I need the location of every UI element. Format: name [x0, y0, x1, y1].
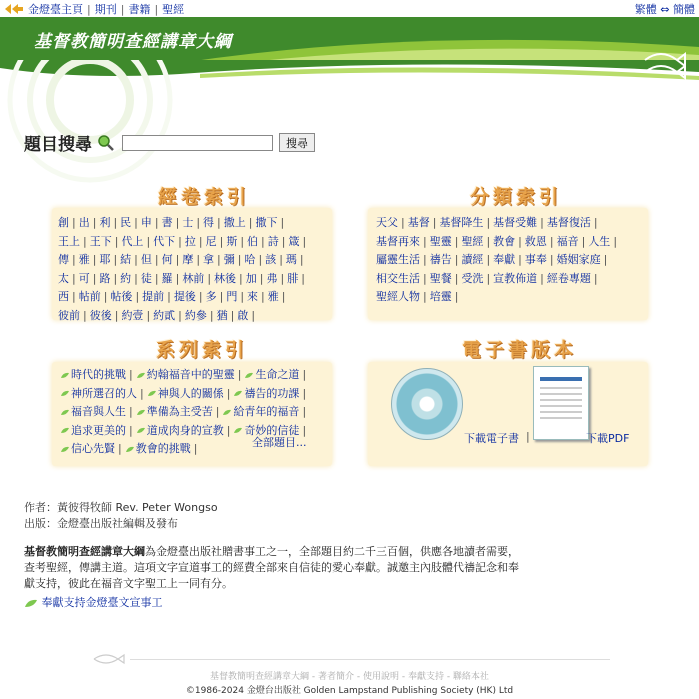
series-row: 時代的挑戰 | 約翰福音中的聖靈 | 生命之道 | [60, 366, 309, 385]
footer-divider [130, 659, 610, 660]
page-title: 基督教簡明查經講章大綱 [34, 32, 232, 52]
series-link[interactable]: 神所選召的人 [71, 386, 137, 400]
book-link[interactable]: 腓 [287, 271, 299, 285]
book-link[interactable]: 得 [203, 216, 215, 229]
leaf-icon [147, 390, 157, 397]
support-row [24, 594, 163, 610]
book-link[interactable]: 斯 [226, 234, 238, 248]
series-link[interactable]: 生命之道 [255, 368, 300, 381]
category-row: 天父 | 基督 | 基督降生 | 基督受難 | 基督復活 | [376, 216, 598, 229]
book-link[interactable]: 王下 [89, 234, 112, 248]
leaf-icon [60, 390, 70, 397]
book-link[interactable]: 約參 [184, 308, 207, 322]
book-link[interactable]: 撒上 [223, 216, 246, 229]
book-link[interactable]: 哈 [244, 253, 256, 266]
series-row: 追求更美的 | 道成肉身的宣教 | 奇妙的信徒 | [60, 422, 309, 441]
footer-fish-icon [92, 652, 132, 666]
book-link[interactable]: 拉 [184, 234, 196, 248]
lamp-logo-icon [4, 3, 24, 15]
series-link[interactable]: 禱告的功課 [244, 386, 300, 400]
book-link[interactable]: 創 [58, 216, 69, 229]
book-link[interactable]: 書 [161, 216, 173, 229]
book-link[interactable]: 太 [58, 271, 69, 285]
series-link[interactable]: 準備為主受苦 [146, 405, 213, 418]
book-link[interactable]: 但 [140, 253, 152, 266]
book-link[interactable]: 雅 [267, 290, 279, 303]
category-row: 聖經人物 | 培靈 | [376, 290, 459, 303]
book-link[interactable]: 詩 [267, 234, 279, 248]
category-link[interactable]: 基督復活 [546, 216, 591, 229]
book-link[interactable]: 王上 [58, 234, 80, 248]
category-link[interactable]: 奉獻 [493, 253, 516, 266]
book-row: 創 | 出 | 利 | 民 | 申 | 書 | 士 | 得 | 撒上 | 撒下 | [58, 216, 285, 229]
book-link[interactable]: 林後 [214, 271, 237, 285]
book-link[interactable]: 撒下 [255, 216, 278, 229]
traditional-chinese-link[interactable]: 繁體 [634, 3, 657, 16]
series-link[interactable]: 神與人的關係 [157, 386, 224, 400]
category-link[interactable]: 培靈 [429, 290, 452, 303]
search-bar [24, 130, 315, 155]
publisher-line: 出版：金燈臺出版社編輯及發布 [24, 517, 178, 530]
book-link[interactable]: 雅 [78, 253, 90, 266]
leaf-icon [244, 372, 254, 379]
books-links [58, 214, 309, 325]
book-link[interactable]: 門 [226, 290, 238, 303]
book-link[interactable]: 林前 [182, 271, 205, 285]
leaf-icon [60, 409, 70, 416]
book-row: 彼前 | 彼後 | 約壹 | 約貳 | 約參 | 猶 | 啟 | [58, 308, 256, 322]
book-link[interactable]: 弗 [266, 271, 278, 285]
book-link[interactable]: 彼後 [89, 308, 112, 322]
book-link[interactable]: 耶 [99, 253, 111, 266]
book-link[interactable]: 尼 [205, 234, 217, 248]
book-link[interactable]: 提後 [173, 290, 196, 303]
category-link[interactable]: 救恩 [524, 234, 547, 248]
category-link[interactable]: 聖餐 [429, 271, 452, 285]
category-row: 基督再來 | 聖靈 | 聖經 | 教會 | 救恩 | 福音 | 人生 | [376, 234, 618, 248]
book-link[interactable]: 猶 [216, 308, 228, 322]
ebook-heading: 電子書版本 [462, 339, 578, 361]
nav-books-link[interactable]: 書籍 [128, 3, 151, 16]
book-link[interactable]: 徒 [140, 271, 152, 285]
series-link[interactable]: 時代的挑戰 [71, 368, 126, 381]
book-link[interactable]: 瑪 [285, 253, 297, 266]
nav-home-link[interactable]: 金燈臺主頁 [28, 3, 83, 16]
leaf-icon [136, 409, 146, 416]
book-link[interactable]: 伯 [247, 234, 259, 248]
leaf-icon [222, 409, 232, 416]
book-link[interactable]: 利 [99, 216, 111, 229]
series-link[interactable]: 福音與人生 [71, 405, 126, 418]
book-link[interactable]: 西 [58, 290, 69, 303]
book-link[interactable]: 該 [265, 253, 277, 266]
category-link[interactable]: 相交生活 [376, 271, 420, 285]
book-link[interactable]: 民 [120, 216, 132, 229]
top-nav: 金燈臺主頁 | 期刊 | 書籍 | 聖經 繁體 ⇔ 簡體 [0, 0, 699, 17]
header-banner [0, 17, 699, 63]
book-row: 傳 | 雅 | 耶 | 結 | 但 | 何 | 摩 | 拿 | 彌 | 哈 | 該 | 瑪 | [58, 253, 304, 266]
book-row: 西 | 帖前 | 帖後 | 提前 | 提後 | 多 | 門 | 來 | 雅 | [58, 290, 286, 303]
series-link[interactable]: 教會的挑戰 [135, 442, 191, 455]
book-link[interactable]: 出 [78, 216, 90, 229]
book-row: 太 | 可 | 路 | 約 | 徒 | 羅 | 林前 | 林後 | 加 | 弗 | 腓 | [58, 271, 305, 285]
description-title: 基督教簡明查經講章大綱 [24, 545, 145, 558]
series-link[interactable]: 給青年的福音 [233, 405, 300, 418]
category-links [376, 214, 620, 307]
category-link[interactable]: 婚姻家庭 [556, 253, 601, 266]
book-link[interactable]: 啟 [237, 308, 249, 322]
category-link[interactable]: 基督 [407, 216, 430, 229]
category-link[interactable]: 經卷專題 [546, 271, 591, 285]
book-link[interactable]: 帖前 [78, 290, 101, 303]
series-row: 神所選召的人 | 神與人的關係 | 禱告的功課 | [60, 385, 309, 404]
pdf-cover-image[interactable] [533, 366, 589, 440]
book-row: 王上 | 王下 | 代上 | 代下 | 拉 | 尼 | 斯 | 伯 | 詩 | 箴 | [58, 234, 307, 248]
book-link[interactable]: 箴 [288, 234, 300, 248]
series-index-heading: 系列索引 [156, 339, 249, 361]
leaf-icon [233, 390, 243, 397]
category-link[interactable]: 事奉 [524, 253, 547, 266]
nav-bible-link[interactable]: 聖經 [162, 3, 185, 16]
book-link[interactable]: 羅 [161, 271, 173, 285]
series-link[interactable]: 道成肉身的宣教 [146, 423, 224, 437]
book-link[interactable]: 約壹 [121, 308, 144, 322]
search-label: 題目搜尋 [24, 135, 92, 155]
book-link[interactable]: 多 [205, 290, 217, 303]
leaf-icon [60, 427, 70, 434]
book-link[interactable]: 路 [99, 271, 111, 285]
category-link[interactable]: 教會 [493, 234, 516, 248]
book-link[interactable]: 代上 [121, 234, 144, 248]
description-text: 為金燈臺出版社贈書事工之一，全部題目約二千三百個，供應各地讀者需要，查考聖經，傳講主道。這項文字宣道事工的經費全部來自信徒的愛心奉獻。誠邀主內肢體代禱記念和奉獻支持，彼此在福音文字聖工上一同有分。 [24, 545, 519, 590]
download-ebook-link[interactable]: 下載電子書 [464, 432, 519, 445]
book-link[interactable]: 約貳 [153, 308, 176, 322]
books-index-heading: 經卷索引 [158, 186, 251, 208]
book-link[interactable]: 帖後 [110, 290, 133, 303]
category-link[interactable]: 受洗 [461, 271, 484, 285]
book-link[interactable]: 約 [120, 271, 132, 285]
category-link[interactable]: 聖經人物 [376, 290, 420, 303]
category-link[interactable]: 聖靈 [429, 234, 452, 248]
category-row: 相交生活 | 聖餐 | 受洗 | 宣教佈道 | 經卷專題 | [376, 271, 598, 285]
simplified-chinese-link[interactable]: 簡體 [673, 3, 695, 16]
all-topics-link[interactable]: 全部題目... [252, 436, 307, 449]
ichthys-fish-icon [641, 50, 691, 80]
book-link[interactable]: 結 [120, 253, 132, 266]
switch-arrow-icon: ⇔ [660, 3, 670, 16]
category-link[interactable]: 天父 [376, 216, 398, 229]
category-link[interactable]: 讀經 [461, 253, 484, 266]
book-link[interactable]: 來 [247, 290, 259, 303]
category-link[interactable]: 基督降生 [439, 216, 484, 229]
search-button[interactable]: 搜尋 [279, 133, 315, 152]
category-link[interactable]: 宣教佈道 [493, 271, 538, 285]
category-row: 屬靈生活 | 禱告 | 讀經 | 奉獻 | 事奉 | 婚姻家庭 | [376, 253, 608, 266]
series-link[interactable]: 約翰福音中的聖靈 [146, 368, 235, 381]
book-link[interactable]: 彼前 [58, 308, 80, 322]
book-link[interactable]: 代下 [153, 234, 176, 248]
book-link[interactable]: 可 [78, 271, 90, 285]
category-link[interactable]: 基督受難 [493, 216, 538, 229]
leaf-icon [60, 372, 70, 379]
magnifier-icon [96, 134, 116, 152]
description [24, 544, 524, 592]
category-link[interactable]: 人生 [588, 234, 611, 248]
series-link[interactable]: 信心先賢 [71, 442, 115, 455]
series-row: 福音與人生 | 準備為主受苦 | 給青年的福音 | [60, 403, 309, 422]
search-input[interactable] [122, 135, 273, 151]
leaf-icon [136, 427, 146, 434]
leaf-icon [136, 372, 146, 379]
leaf-icon [125, 446, 135, 453]
ebook-separator: | [526, 430, 530, 443]
author-info [24, 500, 218, 532]
category-link[interactable]: 福音 [556, 234, 579, 248]
category-link[interactable]: 聖經 [461, 234, 484, 248]
series-link[interactable]: 奇妙的信徒 [244, 423, 300, 437]
book-link[interactable]: 摩 [182, 253, 194, 266]
footer-links[interactable]: 基督教簡明查經講章大綱 - 著者簡介 - 使用說明 - 奉獻支持 - 聯絡本社 [210, 672, 489, 682]
book-link[interactable]: 拿 [203, 253, 215, 266]
leaf-icon [24, 599, 38, 608]
nav-journal-link[interactable]: 期刊 [94, 3, 117, 16]
author-line: 作者：黃彼得牧師 Rev. Peter Wongso [24, 501, 218, 514]
leaf-icon [233, 427, 243, 434]
download-pdf-link[interactable]: 下載PDF [586, 432, 630, 445]
support-link[interactable]: 奉獻支持金燈臺文宣事工 [41, 596, 163, 609]
category-link[interactable]: 基督再來 [376, 234, 420, 248]
category-link[interactable]: 禱告 [429, 253, 452, 266]
category-link[interactable]: 屬靈生活 [376, 253, 420, 266]
series-row: 信心先賢 | 教會的挑戰 | [60, 440, 309, 459]
book-link[interactable]: 彌 [223, 253, 235, 266]
book-link[interactable]: 士 [182, 216, 194, 229]
ebook-cd-image[interactable] [391, 368, 463, 440]
book-link[interactable]: 加 [245, 271, 257, 285]
footer-copyright: ©1986-2024 金燈台出版社 Golden Lampstand Publishing Society (HK) Ltd [185, 686, 514, 696]
book-link[interactable]: 提前 [142, 290, 165, 303]
series-link[interactable]: 追求更美的 [71, 423, 126, 437]
book-link[interactable]: 傳 [58, 253, 69, 266]
category-index-heading: 分類索引 [470, 186, 563, 208]
book-link[interactable]: 申 [140, 216, 152, 229]
book-link[interactable]: 何 [161, 253, 173, 266]
leaf-icon [60, 446, 70, 453]
